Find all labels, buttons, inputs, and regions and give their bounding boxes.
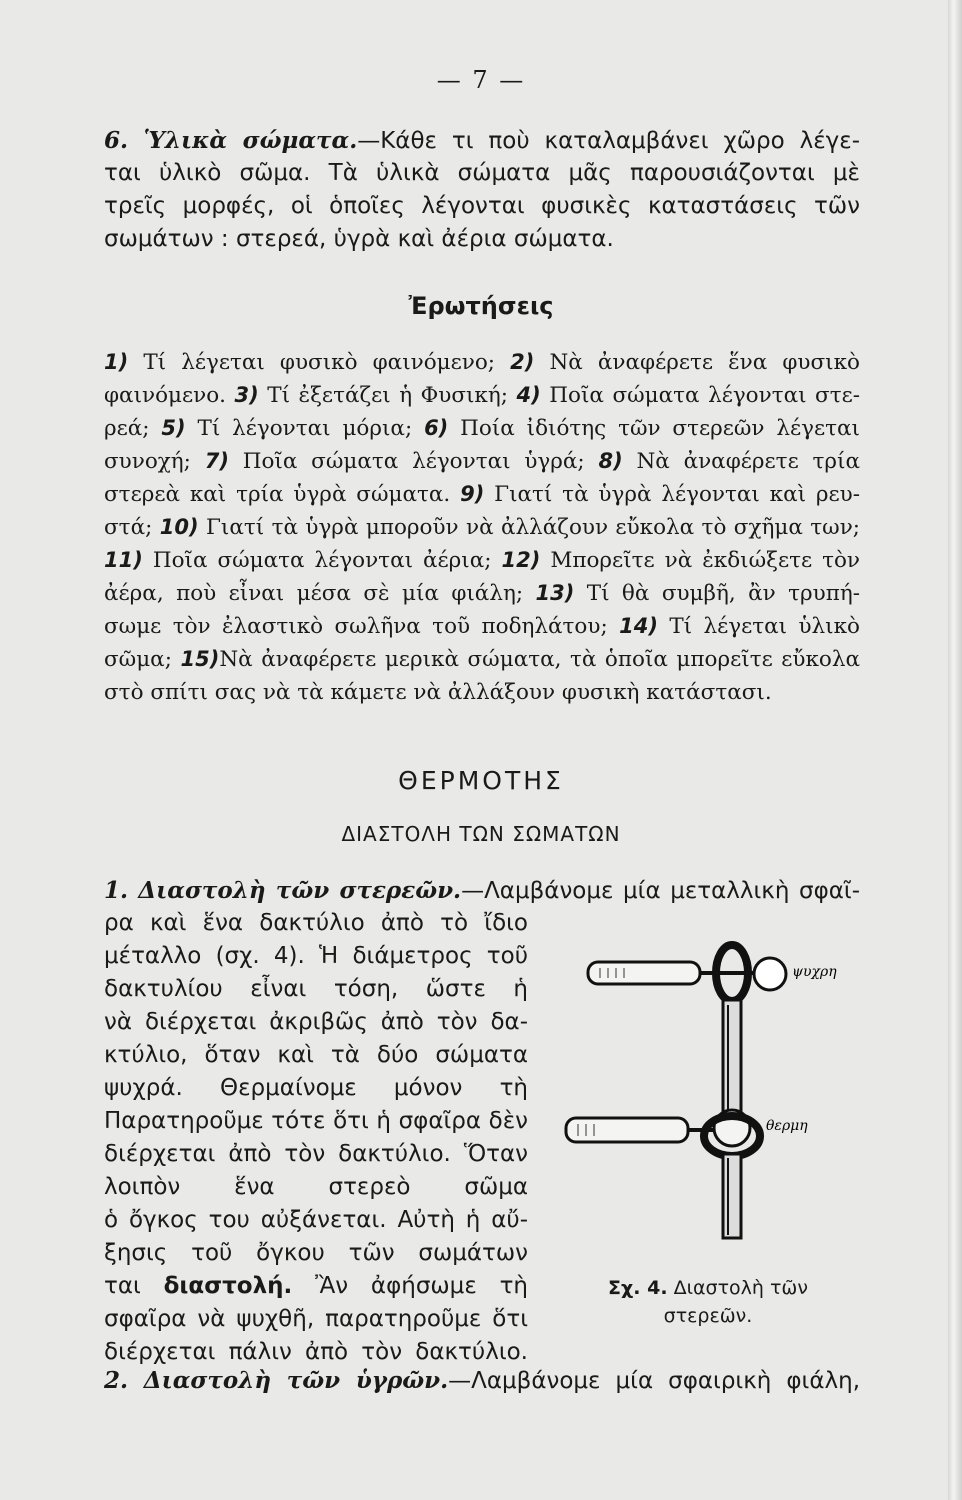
section-1-line: ψυχρά. Θερμαίνομε μόνον τὴ	[104, 1075, 528, 1101]
section-6-line-1: 6. Ὑλικὰ σώματα.—Κάθε τι ποὺ καταλαμβάνει χῶρο λέγε-	[104, 127, 860, 154]
questions-heading: Ἐρωτήσεις	[408, 292, 554, 320]
section-1-line: σφαῖρα νὰ ψυχθῆ, παρατηροῦμε ὅτι	[104, 1306, 528, 1332]
section-1-line: ξησις τοῦ ὄγκου τῶν σωμάτων	[104, 1240, 528, 1266]
caption-prefix: Σχ. 4.	[608, 1277, 668, 1299]
section-1-line: νὰ διέρχεται ἀκριβῶς ἀπὸ τὸν δα-	[104, 1009, 528, 1035]
section-1-label: 1. Διαστολὴ τῶν στερεῶν.	[104, 877, 462, 904]
figure-caption: Σχ. 4. Διαστολὴ τῶν στερεῶν.	[608, 1277, 808, 1327]
question-line: ἀέρα, ποὺ εἶναι μέσα σὲ μία φιάλη; 13) Τί θὰ συμβῆ, ἂν τρυπή-	[104, 581, 860, 606]
section-1-column	[104, 907, 528, 1369]
section-6-label: 6. Ὑλικὰ σώματα.	[104, 127, 358, 154]
thermotis-heading: ΘΕΡΜΟΤΗΣ	[398, 766, 564, 795]
section-1-line: διέρχεται πάλιν ἀπὸ τὸν δακτύλιο.	[104, 1339, 528, 1365]
question-line: φαινόμενο. 3) Τί ἐξετάζει ἡ Φυσική; 4) Ποῖα σώματα λέγονται στε-	[104, 383, 860, 408]
page-edge	[948, 0, 962, 1500]
question-line: ρεά; 5) Τί λέγονται μόρια; 6) Ποία ἰδιότης τῶν στερεῶν λέγεται	[104, 416, 860, 441]
section-1	[104, 874, 860, 907]
section-1-line: ὁ ὄγκος του αὐξάνεται. Αὐτὴ ἡ αὔ-	[104, 1207, 528, 1233]
section-2	[104, 1364, 860, 1397]
section-2-label: 2. Διαστολὴ τῶν ὑγρῶν.	[104, 1367, 449, 1394]
question-line: στὸ σπίτι σας νὰ τὰ κάμετε νὰ ἀλλάξουν φυσικὴ κατάστασι.	[104, 680, 772, 705]
section-1-line: κτύλιο, ὅταν καὶ τὰ δύο σώματα	[104, 1042, 528, 1068]
diastoli-heading: ΔΙΑΣΤΟΛΗ ΤΩΝ ΣΩΜΑΤΩΝ	[341, 822, 621, 846]
section-1-line: ται διαστολή. Ἂν ἀφήσωμε τὴ	[104, 1273, 528, 1299]
label-hot: θερμη	[766, 1118, 808, 1134]
question-line: στά; 10) Γιατί τὰ ὑγρὰ μποροῦν νὰ ἀλλάζουν εὔκολα τὸ σχῆμα των;	[104, 515, 860, 540]
section-1-line: μέταλλο (σχ. 4). Ἡ διάμετρος τοῦ	[104, 943, 528, 969]
question-line: 1) Τί λέγεται φυσικὸ φαινόμενο; 2) Νὰ ἀναφέρετε ἕνα φυσικὸ	[104, 350, 860, 375]
term-diastoli: διαστολή.	[163, 1273, 293, 1299]
cold-ball-apparatus	[588, 945, 786, 1120]
page-number: — 7 —	[436, 66, 526, 94]
figure-4-ring-and-ball	[560, 940, 860, 1240]
section-1-line: δακτυλίου εἶναι τόση, ὥστε ἡ	[104, 976, 528, 1002]
label-cold: ψυχρη	[792, 964, 837, 980]
section-6-line-4: σωμάτων : στερεά, ὑγρὰ καὶ ἀέρια σώματα.	[104, 226, 614, 252]
section-1-line: λοιπὸν ἕνα στερεὸ σῶμα	[104, 1174, 528, 1200]
section-6-line-2: ται ὑλικὸ σῶμα. Τὰ ὑλικὰ σώματα μᾶς παρουσιάζονται μὲ	[104, 160, 860, 186]
section-6-line-3: τρεῖς μορφές, οἱ ὁποῖες λέγονται φυσικὲς καταστάσεις τῶν	[104, 193, 860, 219]
question-line: σῶμα; 15)Νὰ ἀναφέρετε μερικὰ σώματα, τὰ ὁποῖα μπορεῖτε εὔκολα	[104, 647, 860, 672]
hot-ball-apparatus	[566, 1110, 760, 1238]
question-line: στερεὰ καὶ τρία ὑγρὰ σώματα. 9) Γιατί τὰ ὑγρὰ λέγονται καὶ ρευ-	[104, 482, 860, 507]
section-2-line-1: 2. Διαστολὴ τῶν ὑγρῶν.—Λαμβάνομε μία σφαιρικὴ φιάλη,	[104, 1367, 860, 1394]
section-1-line: Παρατηροῦμε τότε ὅτι ἡ σφαῖρα δὲν	[104, 1108, 528, 1134]
questions-block	[104, 346, 860, 709]
section-1-line: διέρχεται ἀπὸ τὸν δακτύλιο. Ὅταν	[104, 1141, 528, 1167]
section-1-line: ρα καὶ ἕνα δακτύλιο ἀπὸ τὸ ἴδιο	[104, 910, 528, 936]
question-line: συνοχή; 7) Ποῖα σώματα λέγονται ὑγρά; 8) Νὰ ἀναφέρετε τρία	[104, 449, 860, 474]
question-line: 11) Ποῖα σώματα λέγονται ἀέρια; 12) Μπορεῖτε νὰ ἐκδιώξετε τὸν	[104, 548, 860, 573]
question-line: σωμε τὸν ἐλαστικὸ σωλῆνα τοῦ ποδηλάτου; 14) Τί λέγεται ὑλικὸ	[104, 614, 860, 639]
section-1-line-1: 1. Διαστολὴ τῶν στερεῶν.—Λαμβάνομε μία μεταλλικὴ σφαῖ-	[104, 877, 860, 904]
section-6	[104, 124, 860, 256]
